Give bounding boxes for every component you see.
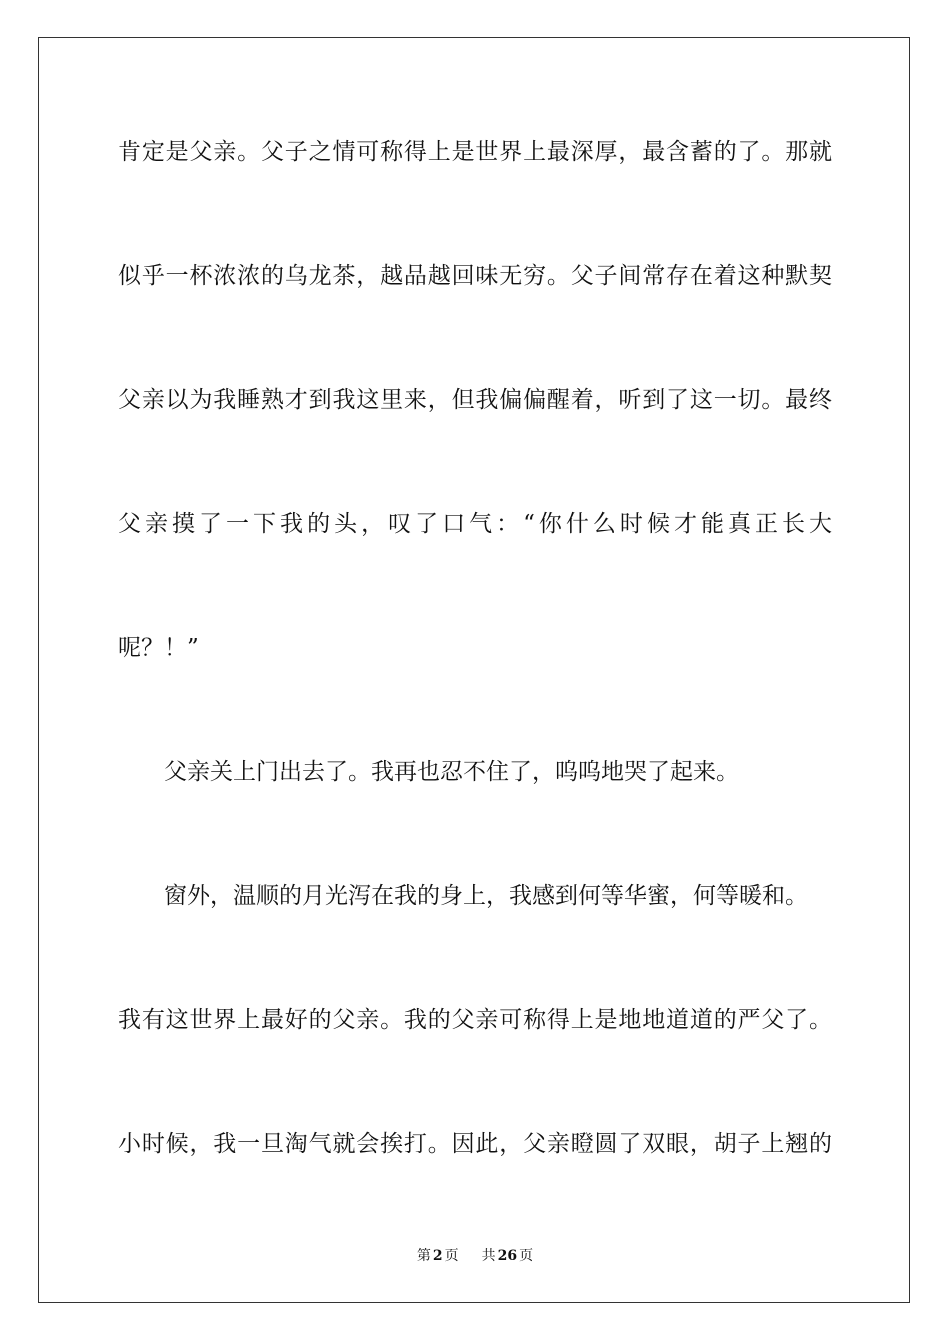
total-prefix: 共 bbox=[481, 1248, 496, 1264]
page-total: 26 bbox=[497, 1248, 518, 1264]
text-line-5: 呢？！” bbox=[118, 635, 199, 661]
text-line-8: 我有这世界上最好的父亲。我的父亲可称得上是地地道道的严父了。 bbox=[118, 1007, 832, 1033]
page-current: 2 bbox=[432, 1248, 443, 1264]
text-line-9: 小时候，我一旦淘气就会挨打。因此，父亲瞪圆了双眼，胡子上翘的 bbox=[118, 1131, 832, 1157]
text-line-4: 父亲摸了一下我的头，叹了口气：“你什么时候才能真正长大 bbox=[118, 511, 832, 537]
page-footer bbox=[0, 1246, 950, 1266]
text-line-1: 肯定是父亲。父子之情可称得上是世界上最深厚，最含蓄的了。那就 bbox=[118, 139, 832, 165]
page-suffix: 页 bbox=[444, 1248, 459, 1264]
paragraph-line-6: 父亲关上门出去了。我再也忍不住了，呜呜地哭了起来。 bbox=[164, 759, 739, 785]
paragraph-line-7: 窗外，温顺的月光泻在我的身上，我感到何等华蜜，何等暖和。 bbox=[164, 883, 808, 909]
page-border bbox=[38, 37, 910, 1303]
text-line-2: 似乎一杯浓浓的乌龙茶，越品越回味无穷。父子间常存在着这种默契 bbox=[118, 263, 832, 289]
total-suffix: 页 bbox=[519, 1248, 534, 1264]
text-line-3: 父亲以为我睡熟才到我这里来，但我偏偏醒着，听到了这一切。最终 bbox=[118, 387, 832, 413]
page-prefix: 第 bbox=[416, 1248, 431, 1264]
